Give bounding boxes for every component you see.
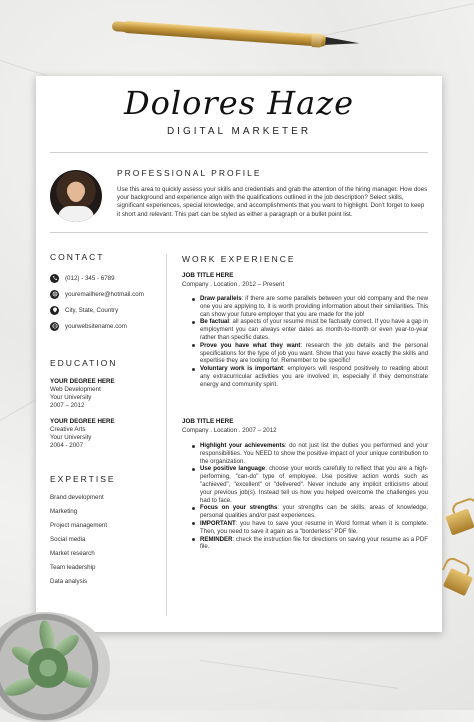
job-title: JOB TITLE HERE bbox=[182, 272, 234, 279]
bullet-item: Focus on your strengths: your strengths can be skills, areas of knowledge, personal qualities and/or past experiences. bbox=[192, 504, 428, 520]
skill-item: Social media bbox=[50, 536, 86, 543]
bullet-item: Prove you have what they want: research the job details and the personal specifications for the type of job you want. Show that you have exactly the skills and expertise they are looking for. Remember to be specific! bbox=[192, 342, 428, 365]
job-bullets bbox=[192, 442, 428, 551]
binder-clip bbox=[445, 508, 474, 535]
succulent-center bbox=[28, 648, 68, 688]
profile-divider bbox=[50, 232, 428, 233]
email-icon bbox=[50, 290, 59, 299]
skill-item: Project management bbox=[50, 522, 108, 529]
job-title: JOB TITLE HERE bbox=[182, 418, 234, 425]
profile-photo bbox=[50, 170, 102, 222]
profile-heading: PROFESSIONAL PROFILE bbox=[117, 168, 262, 178]
bullet-item: Be factual: all aspects of your resume must be factually correct. If you have a gap in employment you can always enter dates as month-to-month or even year-to-year rather than specific dates. bbox=[192, 318, 428, 341]
bullet-item: Draw parallels: if there are some parallels between your old company and the new one you are applying to, it is worth providing information about their similarities. This can show your future employer that you are made for the job! bbox=[192, 295, 428, 318]
education-item: YOUR DEGREE HERE Creative Arts Your University 2004 - 2007 bbox=[50, 418, 115, 450]
contact-email: youremailhere@hotmail.com bbox=[50, 288, 144, 300]
job-company-line: Company . Location . 2012 – Present bbox=[182, 281, 285, 288]
skill-item: Data analysis bbox=[50, 578, 88, 585]
resume-name: Dolores Haze bbox=[123, 84, 355, 122]
education-heading: EDUCATION bbox=[50, 358, 118, 368]
job-bullets bbox=[192, 295, 428, 389]
profile-text: Use this area to quickly assess your skills and credentials and grab the attention of the hiring manager. How does your background and experience align with the qualifications outlined in the job description? Select skills, significant experiences, special knowledge, and accomplishments that you want to highlight. Don't forget to keep it short and relevant. This part can be styled as either a paragraph or a bullet point list. bbox=[117, 186, 428, 218]
expertise-heading: EXPERTISE bbox=[50, 474, 116, 484]
education-item: YOUR DEGREE HERE Web Development Your University 2007 – 2012 bbox=[50, 378, 115, 410]
bullet-item: Voluntary work is important: employers will respond positively to reading about any extracurricular activities you are involved in, especially if they demonstrate energy and community spirit. bbox=[192, 365, 428, 388]
experience-heading: WORK EXPERIENCE bbox=[182, 254, 296, 264]
header-divider bbox=[50, 152, 428, 153]
location-icon bbox=[50, 306, 59, 315]
job-company-line: Company . Location . 2007 – 2012 bbox=[182, 427, 277, 434]
contact-phone: (012) - 345 - 6789 bbox=[50, 272, 115, 284]
bullet-item: Highlight your achievements: do not just list the duties you performed and your responsibilities. You NEED to show the positive impact of your unique contribution to the organization. bbox=[192, 442, 428, 465]
web-icon bbox=[50, 322, 59, 331]
skill-item: Brand development bbox=[50, 494, 104, 501]
gold-pen bbox=[111, 16, 360, 53]
bullet-item: IMPORTANT: you have to save your resume in Word format when it is complete. Then, you need to save it again as a "borderless" PDF file. bbox=[192, 520, 428, 536]
skill-item: Team leadership bbox=[50, 564, 96, 571]
contact-location: City, State, Country bbox=[50, 304, 118, 316]
contact-heading: CONTACT bbox=[50, 252, 105, 262]
skill-item: Marketing bbox=[50, 508, 78, 515]
resume-job-title: DIGITAL MARKETER bbox=[166, 126, 312, 137]
bullet-item: Use positive language: choose your words carefully to reflect that you are a high-performing, "can-do" type of employee. Use positive action words such as "achieved", "excellent" or "delivered". Never include any implicit criticisms about your previous job(s). Instead tell us how you helped overcome the challenges you had to face. bbox=[192, 465, 428, 504]
contact-website: yourwebsitename.com bbox=[50, 320, 127, 332]
bullet-item: REMINDER: check the instruction file for directions on saving your resume as a PDF file. bbox=[192, 536, 428, 552]
skill-item: Market research bbox=[50, 550, 95, 557]
resume-page bbox=[36, 76, 442, 632]
column-divider bbox=[166, 254, 167, 616]
phone-icon bbox=[50, 274, 59, 283]
